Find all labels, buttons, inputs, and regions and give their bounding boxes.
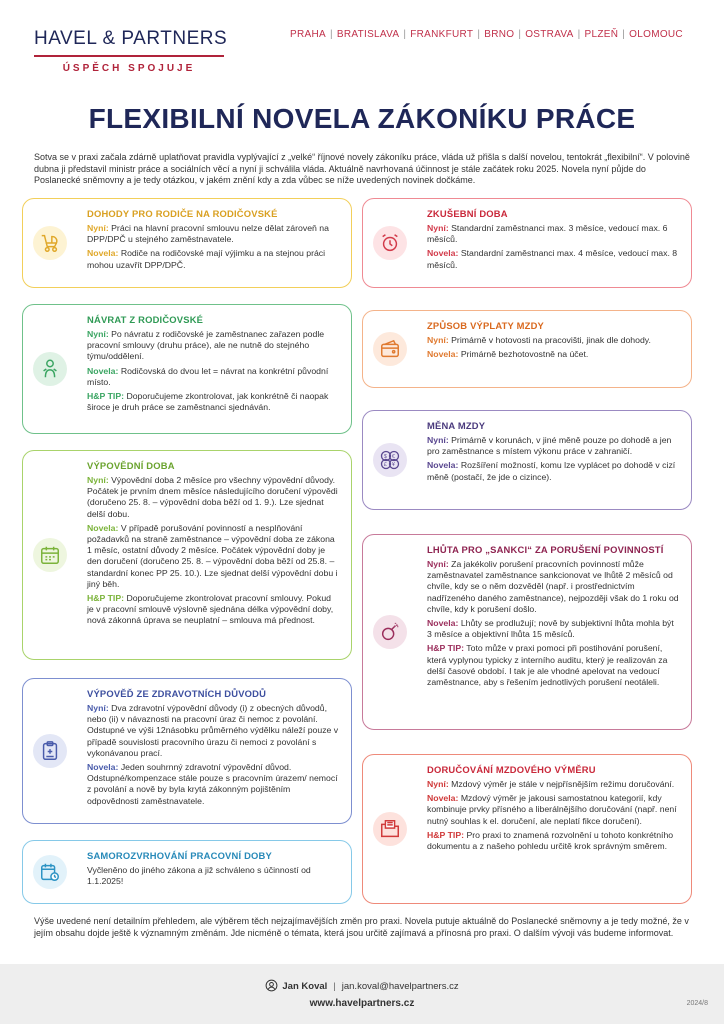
card-tip: H&P TIP: Doporučujeme zkontrolovat pracovní smlouvy. Pokud je v pracovní smlouvě výslovně sjednána délka výpovědní doby, nová zákonná úprava se neuplatní – smlouva má přednost. <box>87 593 334 626</box>
svg-text:€: € <box>392 454 395 460</box>
card-samorozvrh <box>22 840 352 904</box>
card-title: DOHODY PRO RODIČE NA RODIČOVSKÉ <box>87 208 278 219</box>
logo-name: HAVEL & PARTNERS <box>34 28 228 49</box>
document-code: 2024/8 <box>686 1000 708 1007</box>
bomb-icon <box>373 615 407 649</box>
schedule-icon <box>33 855 67 889</box>
card-now: Nyní: Výpovědní doba 2 měsíce pro všechny výpovědní důvody. Počátek je prvním dnem měsíce následujícího doručení výpovědi (doručeno 25. 8. – výpovědní doba běží od 1. 9.). Lze sjednat delší dobu. <box>87 475 338 519</box>
card-text: Vyčleněno do jiného zákona a již schváleno s účinností od 1.1.2025! <box>87 865 311 887</box>
card-now: Nyní: Primárně v hotovosti na pracovišti, jinak dle dohody. <box>427 335 651 345</box>
person-icon <box>265 979 278 995</box>
card-now: Nyní: Práci na hlavní pracovní smlouvu nelze dělat zároveň na DPP/DPČ u stejného zaměstnavatele. <box>87 223 329 245</box>
card-tip: H&P TIP: Pro praxi to znamená rozvolnění u tohoto konkrétního dokumentu a z našeho pohledu určitě krok správným směrem. <box>427 829 674 852</box>
card-tip: H&P TIP: Doporučujeme zkontrolovat, jak konkrétně či naopak široce je druh práce se zaměstnanci sjednáván. <box>87 391 329 413</box>
card-amendment: Novela: Mzdový výměr je jakousi samostatnou kategorií, kdy kombinuje prvky přísného a liberálnějšího doručování (např. není nutný souhlas k el. doručení, ale neplatí fikce doručení). <box>427 793 677 826</box>
card-amendment: Novela: Jeden souhrnný zdravotní výpovědní důvod. Odstupné/kompenzace stále pouze s pracovním úrazem/ nemocí z povolání a nově by byla krytá zákonným pojištěním odpovědnosti zaměstnavatele. <box>87 762 338 806</box>
svg-text:$: $ <box>384 454 387 460</box>
card-title: MĚNA MZDY <box>427 420 486 431</box>
card-tip: H&P TIP: Toto může v praxi pomoci při postihování porušení, která vyplynou typicky z interního auditu, který je realizován za delší časové období. I tak je ale vhodné apelovat na vedoucí zaměstnance, aby s řešením jednotlivých porušení neotáleli. <box>427 643 668 688</box>
city: PLZEŇ <box>584 29 619 40</box>
city: BRATISLAVA <box>336 29 400 40</box>
card-title: LHŮTA PRO „SANKCI“ ZA PORUŠENÍ POVINNOSTÍ <box>427 544 664 555</box>
city: PRAHA <box>290 29 326 40</box>
card-navrat <box>22 304 352 434</box>
city: FRANKFURT <box>410 29 474 40</box>
card-title: SAMOROZVRHOVÁNÍ PRACOVNÍ DOBY <box>87 850 272 861</box>
card-amendment: Novela: Standardní zaměstnanci max. 4 měsíce, vedoucí max. 8 měsíců. <box>427 248 678 270</box>
card-vypovedni <box>22 450 352 660</box>
card-amendment: Novela: Lhůty se prodlužují; nově by subjektivní lhůta mohla být 3 měsíce a objektivní lhůta 15 měsíců. <box>427 618 674 640</box>
document-folder-icon <box>373 812 407 846</box>
card-zdravotni <box>22 678 352 824</box>
contact-line: Jan Koval | jan.koval@havelpartners.cz <box>0 979 724 995</box>
office-cities: PRAHA | BRATISLAVA | FRANKFURT | BRNO | OSTRAVA | PLZEŇ | OLOMOUC <box>290 29 683 40</box>
company-logo <box>34 28 226 74</box>
intro-paragraph: Sotva se v praxi začala zdárně uplatňovat pravidla vyplývající z „velké“ říjnové novely zákoníku práce, vláda už přišla s další novelou, tentokrát „flexibilní“. V polovině dubna ji představil ministr práce a sociálních věcí a nyní ji schválila vláda. Aktuálně navrhovaná účinnost je stále začátek roku 2025. Novela nyní půjde do Poslanecké sněmovny a je tedy otázkou, v jakém znění kdy a zda vůbec se níže uvedených novinek dočkáme. <box>34 152 690 185</box>
contact-email[interactable]: jan.koval@havelpartners.cz <box>341 981 459 992</box>
card-amendment: Novela: V případě porušování povinností a nesplňování požadavků na straně zaměstnance – výpovědní doba ze zákona 1 měsíc, ostatní důvody 2 měsíce. Počátek výpovědní doby je den doručení (doručeno 25. 8. – výpovědní doba běží od 25.8. – standardní konec PP 25. 10.). Lze sjednat delší výpovědní dobu i jiný běh. <box>87 522 338 589</box>
card-amendment: Novela: Rodiče na rodičovské mají výjimku a na stejnou práci mohou uzavřít DPP/DPČ. <box>87 248 326 270</box>
card-now: Nyní: Standardní zaměstnanci max. 3 měsíce, vedoucí max. 6 měsíců. <box>427 223 668 245</box>
city: BRNO <box>484 29 515 40</box>
closing-paragraph: Výše uvedené není detailním přehledem, ale výběrem těch nejzajímavějších změn pro praxi. Novela putuje aktuálně do Poslanecké sněmovny a je tedy možné, že v jejím obsahu dojde ještě k významným změnám. Jde nicméně o témata, která jsou určitě zajímavá a přínosná pro praxi. O dalším vývoji vás budeme informovat. <box>34 916 689 938</box>
card-title: VÝPOVĚĎ ZE ZDRAVOTNÍCH DŮVODŮ <box>87 688 267 699</box>
wallet-icon <box>373 332 407 366</box>
card-now: Nyní: Dva zdravotní výpovědní důvody (i) z obecných důvodů, nebo (ii) v návaznosti na pracovní úraz či nemoc z povolání. Odstupné ve výši 12násobku průměrného výdělku náleží pouze v případě souvislosti pracovního úrazu či nemoci z povolání s vykonávanou prací. <box>87 703 339 758</box>
card-zkusebni <box>362 198 692 288</box>
alarm-clock-icon <box>373 226 407 260</box>
card-now: Nyní: Za jakékoliv porušení pracovních povinností může zaměstnavatel zaměstnance sankcionovat ve lhůtě 2 měsíců od chvíle, kdy se o něm dozvěděl (např. i prostřednictvím nadřízeného daného zaměstnance), nejpozději však do 1 roku od chvíle, kdy k porušení došlo. <box>427 559 679 614</box>
logo-divider <box>34 55 224 57</box>
contact-name: Jan Koval <box>282 981 328 992</box>
currency-icon <box>373 443 407 477</box>
website-link[interactable]: www.havelpartners.cz <box>309 998 415 1009</box>
card-now: Nyní: Primárně v korunách, v jiné měně pouze po dohodě a jen pro zaměstnance s místem výkonu práce v zahraničí. <box>427 435 672 457</box>
card-sankce <box>362 534 692 730</box>
svg-text:¥: ¥ <box>392 462 395 468</box>
calendar-icon <box>33 538 67 572</box>
card-vyplata <box>362 310 692 388</box>
card-amendment: Novela: Rodičovská do dvou let = návrat na konkrétní původní místo. <box>87 365 329 387</box>
card-title: ZKUŠEBNÍ DOBA <box>427 208 508 219</box>
card-mena <box>362 410 692 510</box>
stroller-icon <box>33 226 67 260</box>
card-now: Nyní: Po návratu z rodičovské je zaměstnanec zařazen podle pracovní smlouvy (druhu práce), ale ne nutně do stejného týmu/oddělení. <box>87 329 325 362</box>
card-now: Nyní: Mzdový výměr je stále v nejpřísnějším režimu doručování. <box>427 779 675 789</box>
svg-text:£: £ <box>384 462 387 468</box>
baby-icon <box>33 352 67 386</box>
clipboard-icon <box>33 734 67 768</box>
city: OSTRAVA <box>525 29 574 40</box>
card-dohody <box>22 198 352 288</box>
card-title: ZPŮSOB VÝPLATY MZDY <box>427 320 545 331</box>
card-amendment: Novela: Primárně bezhotovostně na účet. <box>427 349 589 360</box>
page-title: FLEXIBILNÍ NOVELA ZÁKONÍKU PRÁCE <box>88 103 636 134</box>
card-title: VÝPOVĚDNÍ DOBA <box>87 460 175 471</box>
card-amendment: Novela: Rozšíření možností, komu lze vyplácet po dohodě v cizí měně (postačí, že jde o cizince). <box>427 460 676 482</box>
city: OLOMOUC <box>629 29 683 40</box>
logo-tagline: ÚSPĚCH SPOJUJE <box>62 63 196 74</box>
card-title: NÁVRAT Z RODIČOVSKÉ <box>87 314 204 325</box>
card-title: DORUČOVÁNÍ MZDOVÉHO VÝMĚRU <box>427 764 596 775</box>
card-doruceni <box>362 754 692 904</box>
